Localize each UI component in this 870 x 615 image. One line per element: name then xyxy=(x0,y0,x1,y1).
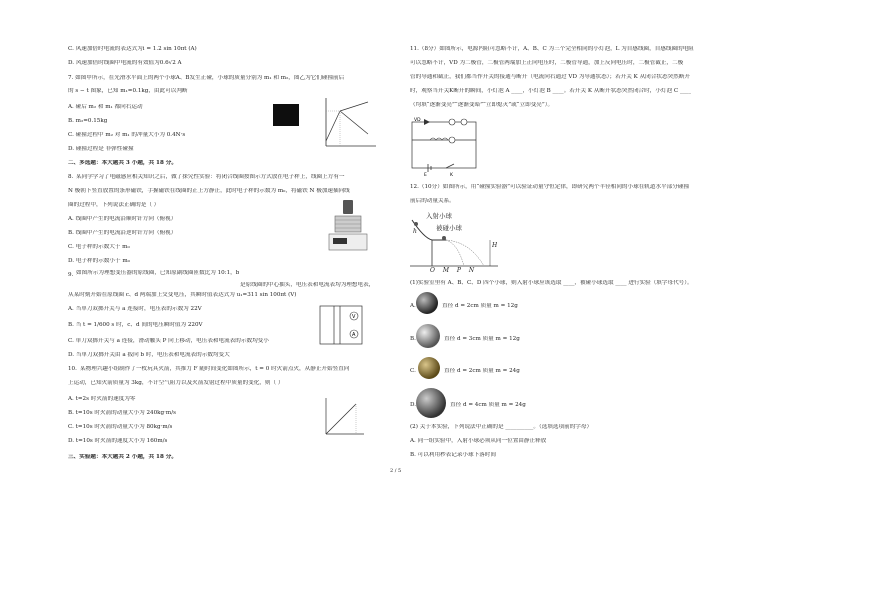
q12-part2-option-b: B. 可以利用秒表记录小球下落时间 xyxy=(410,452,496,458)
q9-option-c: C. 单刀双掷开关与 a 连接，滑动触头 P 向上移动，电压表和电流表的示数均变小 xyxy=(68,338,269,344)
q7-stem-line2: 的 s − t 图象，已知 m₁=0.1kg，由此可以判断 xyxy=(68,88,188,94)
q8-option-a: A. 线圈中产生的电流沿顺时针方向（俯视） xyxy=(68,216,177,222)
q10-stem-line1: 某物理兴趣小组制作了一枚玩具火箭，其推力 F 随时间变化如图所示，t = 0 时火箭点火，从静止开始竖直向 xyxy=(80,366,350,372)
q7-option-d: D. 碰撞过程是 非弹性碰撞 xyxy=(68,146,134,152)
ft-graph xyxy=(322,396,367,438)
ball-d-spec: 直径 d = 4cm 质量 m = 24g xyxy=(450,402,526,408)
fig-label-h: h xyxy=(413,228,417,235)
fig-label-points: O M P N xyxy=(430,267,478,274)
redacted-figure xyxy=(273,104,299,126)
fig-label-H: H xyxy=(492,242,498,249)
ball-c-label: C. xyxy=(410,368,416,374)
ball-c-image xyxy=(418,357,440,379)
ball-a-label: A. xyxy=(410,303,416,309)
ball-d-label: D. xyxy=(410,402,417,408)
svg-text:E: E xyxy=(424,173,427,178)
diode-circuit xyxy=(410,118,480,178)
q8-stem-line3: 圈的过程中，下列说法正确的是（ ） xyxy=(68,202,160,208)
fig-label-target-ball: 被碰小球 xyxy=(436,224,462,232)
q6-option-d: D. 风速加倍时线圈中电流的有效值为0.6√2 A xyxy=(68,60,182,66)
q10-number: 10. xyxy=(68,366,77,372)
q9-option-a: A. 当单刀双掷开关与 a 连接时，电压表的示数为 22V xyxy=(68,306,202,312)
svg-text:K: K xyxy=(450,173,453,178)
q9-option-b: B. 当 t = 1/600 s 时，c、d 间的电压瞬时值为 220V xyxy=(68,322,203,328)
q7-option-a: A. 碰后 m₂ 和 m₁ 都向右运动 xyxy=(68,104,143,110)
q11-stem-line3: 管的导通和截止，我们都当作开关的接通与断开（电流向右通过 VD 为导通状态）；若开关 K 从闭合状态突然断开 xyxy=(410,74,690,80)
q8-option-d: D. 电子秤的示数小于 m₀ xyxy=(68,258,130,264)
q9-number: 9. xyxy=(68,272,74,278)
q11-stem-line1: 11.（8分）如图所示，电源内阻可忽略不计，A、B、C 为三个完全相同的小灯泡，L 为自感线圈，自感线圈的电阻 xyxy=(410,46,694,52)
q12-stem-line2: 前后的动量关系。 xyxy=(410,198,455,204)
ball-a-spec: 直径 d = 2cm 质量 m = 12g xyxy=(442,303,518,309)
svg-text:VD: VD xyxy=(414,118,421,123)
svg-text:V: V xyxy=(352,314,356,320)
q7-option-b: B. m₂=0.15kg xyxy=(68,118,108,124)
st-graph xyxy=(318,96,378,151)
q7-stem-line1: 7. 如图甲所示，在光滑水平面上的两个小球A、B发生正碰，小球的质量分别为 m₁ 和 m₂，图乙为它们碰撞前后 xyxy=(68,75,345,81)
q12-part2: (2) 关于本实验，下列说法中正确的是 __________。（选填选项前的字母） xyxy=(410,424,593,430)
q10-option-a: A. t=2s 时火箭的速度为零 xyxy=(68,396,136,402)
transformer-figure xyxy=(310,300,370,350)
ball-d-image xyxy=(416,388,446,418)
section-2-heading: 二、多选题：本大题共 3 小题，共 18 分。 xyxy=(68,160,177,166)
q8-option-b: B. 线圈中产生的电流沿逆时针方向（俯视） xyxy=(68,230,177,236)
q11-stem-line2: 可以忽略不计，VD 为二极管，二极管两端加上正向电压时，二极管导通，加上反向电压时，二极管截止，二极 xyxy=(410,60,684,66)
q8-option-c: C. 电子秤的示数大于 m₀ xyxy=(68,244,130,250)
q9-stem-line1: 如图所示为理想变压器的原线圈，已知原副线圈匝数比为 10:1，b xyxy=(76,270,240,276)
q9-option-d: D. 当单刀双掷开关由 a 扳向 b 时，电压表和电流表的示数均变大 xyxy=(68,352,230,358)
q10-option-d: D. t=10s 时火箭的速度大小为 160m/s xyxy=(68,438,168,444)
q12-stem-line1: 12.（10分）如图所示，用“碰撞实验器”可以验证动量守恒定律，即研究两个半径相同的小球在轨道水平部分碰撞 xyxy=(410,184,690,190)
q7-option-c: C. 碰撞过程中 m₂ 对 m₁ 的冲量大小为 0.4N·s xyxy=(68,132,186,138)
q8-number: 8. xyxy=(68,174,74,180)
svg-text:A: A xyxy=(352,332,356,338)
q11-stem-line5: （均填“逐渐变亮”“逐渐变暗”“立即熄灭”或“立即变亮”）。 xyxy=(410,102,554,108)
q12-part2-option-a: A. 同一组实验中，入射小球必须从同一位置由静止释放 xyxy=(410,438,547,444)
q11-stem-line4: 时，观察当开关K断开的瞬间，小灯泡 A ____，小灯泡 B ____。若开关 K 从断开状态突然闭合时，小灯泡 C ____ xyxy=(410,88,692,94)
q8-stem-line1: 某同学学习了电磁感应相关知识之后，做了探究性实验：将闭合线圈按图示方式放在电子秤上，线圈上方有一 xyxy=(76,174,345,180)
q12-part1: (1)实验室里有 A、B、C、D 四个小球，则入射小球应该选取 ____，被碰小球选取 ____ 进行实验（填字母代号）。 xyxy=(410,280,693,286)
ball-a-image xyxy=(416,292,438,314)
scale-figure xyxy=(325,198,370,256)
q10-option-b: B. t=10s 时火箭的动量大小为 240kg·m/s xyxy=(68,410,176,416)
q9-stem-line3: 从某时刻开始在原线圈 c、d 两端加上交变电压，其瞬时值表达式为 u₁=311 sin 100πt (V) xyxy=(68,292,297,298)
ball-c-spec: 直径 d = 2cm 质量 m = 24g xyxy=(444,368,520,374)
ball-b-image xyxy=(416,324,440,348)
page-number: 2 / 5 xyxy=(390,468,402,474)
q9-stem-line2: 是原线圈的中心抽头，电压表和电流表均为理想电表， xyxy=(240,282,375,288)
ball-b-spec: 直径 d = 3cm 质量 m = 12g xyxy=(444,336,520,342)
fig-label-incident-ball: 入射小球 xyxy=(426,212,452,220)
q6-option-c: C. 风速加倍时电流的表达式为i = 1.2 sin 10πt (A) xyxy=(68,46,197,52)
q10-stem-line2: 上运动，已知火箭质量为 3kg，不计空气阻力以及火箭发射过程中质量的变化，则（ ） xyxy=(68,380,284,386)
section-3-heading: 三、实验题：本大题共 2 小题，共 18 分。 xyxy=(68,454,177,460)
ball-b-label: B. xyxy=(410,336,416,342)
collision-apparatus xyxy=(410,218,500,273)
q8-stem-line2: N 极朝下竖直放置的条形磁铁，手握磁铁在线圈的正上方静止，此时电子秤的示数为 m₀，将磁铁 N 极加速插向线 xyxy=(68,188,350,194)
q10-option-c: C. t=10s 时火箭的动量大小为 80kg·m/s xyxy=(68,424,173,430)
